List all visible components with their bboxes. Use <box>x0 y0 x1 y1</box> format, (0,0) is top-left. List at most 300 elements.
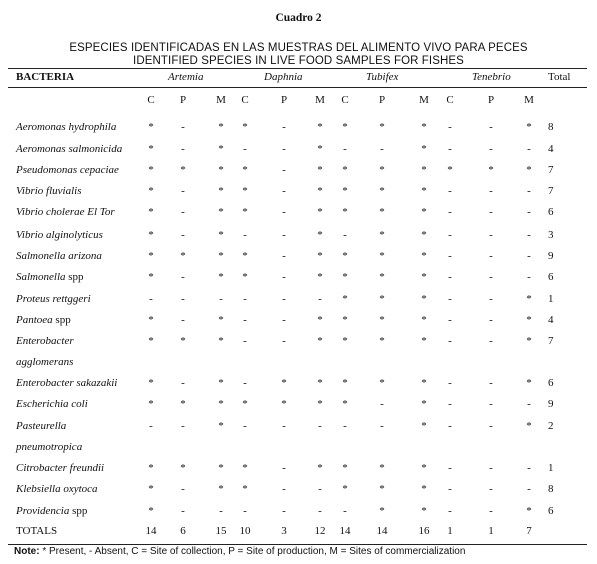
table-cell: * <box>317 377 323 389</box>
table-cell: * <box>421 229 427 241</box>
species-name <box>16 356 73 368</box>
table-caption: Cuadro 2 <box>275 12 322 24</box>
row-total: 2 <box>548 420 554 432</box>
table-cell: - <box>282 121 286 133</box>
table-cell: - <box>282 229 286 241</box>
table-cell: * <box>342 250 348 262</box>
subheader-cell: P <box>280 94 288 106</box>
table-cell: * <box>242 483 248 495</box>
table-cell: - <box>282 462 286 474</box>
table-cell: - <box>282 293 286 305</box>
group-header-tenebrio: Tenebrio <box>472 71 511 83</box>
table-cell: * <box>317 314 323 326</box>
table-cell: * <box>379 229 385 241</box>
species-name <box>16 314 71 326</box>
table-cell: * <box>180 398 186 410</box>
table-title-english: IDENTIFIED SPECIES IN LIVE FOOD SAMPLES FOR FISHES <box>133 55 464 67</box>
species-name <box>16 420 66 432</box>
table-cell: - <box>527 143 531 155</box>
table-cell: - <box>243 314 247 326</box>
table-cell: - <box>527 206 531 218</box>
table-cell: * <box>148 314 154 326</box>
table-cell: * <box>317 164 323 176</box>
table-cell: - <box>181 420 185 432</box>
table-cell: * <box>242 121 248 133</box>
table-cell: - <box>282 206 286 218</box>
table-cell: - <box>282 505 286 517</box>
table-cell: - <box>448 206 452 218</box>
table-cell: - <box>181 121 185 133</box>
table-cell: * <box>218 250 224 262</box>
table-cell: * <box>379 164 385 176</box>
table-cell: - <box>282 271 286 283</box>
table-cell: * <box>421 121 427 133</box>
species-name-text: Vibrio alginolyticus <box>16 229 103 241</box>
table-cell: * <box>379 121 385 133</box>
species-name-text: Pseudomonas cepaciae <box>16 164 119 176</box>
table-cell: - <box>489 505 493 517</box>
row-total: 1 <box>548 462 554 474</box>
table-cell: - <box>380 398 384 410</box>
table-cell: - <box>489 377 493 389</box>
table-bottom-rule <box>8 544 587 545</box>
table-cell: * <box>317 206 323 218</box>
row-total: 7 <box>548 164 554 176</box>
totals-cell: 3 <box>281 525 287 537</box>
row-total: 6 <box>548 206 554 218</box>
row-total: 8 <box>548 121 554 133</box>
table-cell: * <box>148 377 154 389</box>
table-cell: * <box>526 121 532 133</box>
species-name-text: Enterobacter sakazakii <box>16 377 118 389</box>
table-cell: - <box>318 483 322 495</box>
table-cell: * <box>421 314 427 326</box>
note-text: * Present, - Absent, C = Site of collection, P = Site of production, M = Sites of commercialization <box>39 546 466 557</box>
table-cell: * <box>242 164 248 176</box>
row-total: 7 <box>548 185 554 197</box>
species-name <box>16 164 119 176</box>
table-cell: * <box>526 164 532 176</box>
table-cell: * <box>180 335 186 347</box>
note-label: Note: <box>14 546 40 557</box>
table-cell: * <box>379 505 385 517</box>
table-cell: - <box>243 229 247 241</box>
table-cell: * <box>342 377 348 389</box>
table-cell: - <box>448 143 452 155</box>
table-cell: * <box>526 420 532 432</box>
species-name <box>16 206 115 218</box>
table-cell: - <box>318 293 322 305</box>
table-cell: * <box>242 185 248 197</box>
table-cell: * <box>342 398 348 410</box>
totals-cell: 1 <box>488 525 494 537</box>
table-cell: - <box>527 185 531 197</box>
table-cell: - <box>489 398 493 410</box>
table-cell: * <box>526 377 532 389</box>
table-cell: - <box>448 229 452 241</box>
species-name <box>16 398 88 410</box>
table-cell: * <box>526 505 532 517</box>
subheader-cell: M <box>315 94 325 106</box>
table-cell: - <box>181 185 185 197</box>
table-cell: * <box>421 293 427 305</box>
table-cell: - <box>181 293 185 305</box>
table-cell: * <box>317 185 323 197</box>
table-cell: - <box>282 335 286 347</box>
table-cell: * <box>218 121 224 133</box>
species-name <box>16 441 82 453</box>
table-cell: * <box>148 483 154 495</box>
table-cell: * <box>148 121 154 133</box>
table-cell: * <box>317 462 323 474</box>
table-cell: - <box>282 314 286 326</box>
table-cell: * <box>148 185 154 197</box>
table-cell: * <box>218 335 224 347</box>
table-cell: * <box>218 229 224 241</box>
table-cell: - <box>489 314 493 326</box>
table-cell: * <box>218 164 224 176</box>
table-cell: - <box>527 271 531 283</box>
totals-cell: 10 <box>239 525 251 537</box>
species-name <box>16 505 87 517</box>
table-cell: * <box>421 164 427 176</box>
header-bottom-rule <box>8 87 587 88</box>
table-cell: - <box>282 185 286 197</box>
table-cell: * <box>379 314 385 326</box>
table-cell: - <box>282 483 286 495</box>
totals-cell: 16 <box>418 525 430 537</box>
table-cell: * <box>421 462 427 474</box>
table-cell: - <box>489 271 493 283</box>
species-name-text: Pantoea <box>16 314 53 326</box>
table-cell: * <box>379 271 385 283</box>
species-name <box>16 271 84 283</box>
table-cell: - <box>489 121 493 133</box>
totals-cell: 6 <box>180 525 186 537</box>
species-name-text: Citrobacter freundii <box>16 462 105 474</box>
table-cell: - <box>181 483 185 495</box>
table-cell: * <box>317 271 323 283</box>
table-cell: * <box>148 143 154 155</box>
table-cell: - <box>489 293 493 305</box>
subheader-cell: C <box>241 94 249 106</box>
subheader-cell: P <box>487 94 495 106</box>
table-cell: * <box>281 398 287 410</box>
species-name <box>16 121 116 133</box>
species-name-text: Salmonella arizona <box>16 250 102 262</box>
table-cell: * <box>421 505 427 517</box>
table-cell: - <box>448 121 452 133</box>
table-cell: * <box>180 250 186 262</box>
table-cell: - <box>380 420 384 432</box>
species-name <box>16 335 74 347</box>
table-cell: * <box>218 483 224 495</box>
table-cell: - <box>448 185 452 197</box>
table-cell: - <box>527 483 531 495</box>
species-name <box>16 185 82 197</box>
table-cell: - <box>527 250 531 262</box>
table-cell: - <box>181 143 185 155</box>
table-cell: - <box>489 206 493 218</box>
table-cell: * <box>379 185 385 197</box>
table-cell: * <box>180 164 186 176</box>
species-name <box>16 229 103 241</box>
table-cell: * <box>218 206 224 218</box>
table-cell: * <box>242 398 248 410</box>
table-cell: * <box>421 206 427 218</box>
table-cell: * <box>379 293 385 305</box>
row-total: 7 <box>548 335 554 347</box>
total-header: Total <box>548 71 571 83</box>
table-cell: * <box>342 185 348 197</box>
group-header-daphnia: Daphnia <box>264 71 303 83</box>
row-total: 6 <box>548 505 554 517</box>
table-cell: * <box>218 420 224 432</box>
species-name-text: pneumotropica <box>16 441 83 453</box>
table-cell: - <box>181 505 185 517</box>
table-cell: - <box>448 271 452 283</box>
table-cell: - <box>527 398 531 410</box>
table-cell: - <box>181 229 185 241</box>
table-cell: - <box>527 229 531 241</box>
table-cell: * <box>317 398 323 410</box>
table-cell: * <box>447 164 453 176</box>
table-cell: * <box>218 398 224 410</box>
table-cell: - <box>343 420 347 432</box>
table-cell: - <box>448 335 452 347</box>
table-cell: - <box>282 143 286 155</box>
table-cell: * <box>281 377 287 389</box>
table-cell: - <box>343 505 347 517</box>
table-cell: - <box>489 143 493 155</box>
table-cell: - <box>243 293 247 305</box>
table-cell: - <box>448 420 452 432</box>
species-name-text: Aeromonas salmonicida <box>16 143 123 155</box>
table-cell: * <box>379 377 385 389</box>
species-name-text: Salmonella <box>16 271 66 283</box>
row-total: 6 <box>548 271 554 283</box>
subheader-cell: M <box>524 94 534 106</box>
table-cell: - <box>448 505 452 517</box>
table-cell: * <box>148 335 154 347</box>
table-cell: - <box>181 377 185 389</box>
table-cell: * <box>342 335 348 347</box>
table-cell: * <box>242 250 248 262</box>
species-name-text: Escherichia coli <box>16 398 88 410</box>
table-cell: * <box>342 314 348 326</box>
table-cell: - <box>489 335 493 347</box>
table-cell: * <box>148 250 154 262</box>
table-cell: - <box>243 505 247 517</box>
subheader-cell: C <box>341 94 349 106</box>
table-cell: * <box>148 164 154 176</box>
table-cell: * <box>379 462 385 474</box>
table-cell: - <box>448 462 452 474</box>
totals-cell: 15 <box>215 525 227 537</box>
table-cell: - <box>489 250 493 262</box>
table-cell: - <box>318 505 322 517</box>
table-cell: - <box>448 483 452 495</box>
totals-cell: 14 <box>339 525 351 537</box>
table-cell: - <box>489 229 493 241</box>
table-cell: - <box>489 420 493 432</box>
row-total: 8 <box>548 483 554 495</box>
table-cell: * <box>526 335 532 347</box>
table-cell: * <box>218 185 224 197</box>
table-cell: * <box>421 250 427 262</box>
table-note <box>14 546 465 557</box>
totals-cell: 1 <box>447 525 453 537</box>
table-cell: * <box>421 420 427 432</box>
table-cell: - <box>448 314 452 326</box>
table-cell: * <box>317 335 323 347</box>
species-name <box>16 462 104 474</box>
table-cell: - <box>243 335 247 347</box>
table-cell: * <box>218 377 224 389</box>
row-total: 6 <box>548 377 554 389</box>
table-cell: - <box>181 206 185 218</box>
table-cell: * <box>421 185 427 197</box>
table-cell: * <box>379 206 385 218</box>
table-cell: - <box>448 293 452 305</box>
table-cell: * <box>317 143 323 155</box>
row-total: 9 <box>548 398 554 410</box>
table-cell: * <box>317 229 323 241</box>
species-name <box>16 483 98 495</box>
table-cell: * <box>421 377 427 389</box>
table-cell: - <box>282 164 286 176</box>
table-cell: * <box>342 293 348 305</box>
table-cell: - <box>282 250 286 262</box>
table-cell: * <box>218 271 224 283</box>
species-name-suffix: spp <box>69 505 88 517</box>
species-name <box>16 143 122 155</box>
table-cell: * <box>342 164 348 176</box>
table-cell: * <box>526 314 532 326</box>
table-cell: - <box>343 229 347 241</box>
table-cell: * <box>342 483 348 495</box>
header-top-rule <box>8 68 587 69</box>
totals-cell: 14 <box>145 525 157 537</box>
table-cell: - <box>149 293 153 305</box>
table-cell: * <box>148 398 154 410</box>
species-name-suffix: spp <box>52 314 71 326</box>
group-header-tubifex: Tubifex <box>366 71 399 83</box>
table-cell: * <box>218 314 224 326</box>
table-cell: - <box>380 143 384 155</box>
table-cell: * <box>421 335 427 347</box>
table-cell: * <box>421 398 427 410</box>
table-cell: * <box>218 143 224 155</box>
table-cell: * <box>526 293 532 305</box>
table-cell: * <box>379 335 385 347</box>
table-cell: * <box>148 505 154 517</box>
table-cell: * <box>218 462 224 474</box>
row-total: 9 <box>548 250 554 262</box>
table-cell: * <box>242 271 248 283</box>
table-cell: * <box>421 271 427 283</box>
table-cell: - <box>181 271 185 283</box>
subheader-cell: C <box>147 94 155 106</box>
table-cell: * <box>317 250 323 262</box>
table-cell: - <box>448 398 452 410</box>
table-cell: * <box>342 462 348 474</box>
row-total: 3 <box>548 229 554 241</box>
subheader-cell: M <box>216 94 226 106</box>
species-name <box>16 250 102 262</box>
table-cell: * <box>342 271 348 283</box>
table-cell: * <box>317 121 323 133</box>
table-cell: - <box>282 420 286 432</box>
species-name-text: Aeromonas hydrophila <box>16 121 117 133</box>
species-name-text: Vibrio cholerae El Tor <box>16 206 115 218</box>
table-cell: - <box>243 377 247 389</box>
table-cell: - <box>219 505 223 517</box>
table-cell: * <box>342 121 348 133</box>
table-cell: - <box>318 420 322 432</box>
table-cell: - <box>181 314 185 326</box>
group-header-artemia: Artemia <box>168 71 204 83</box>
row-total: 1 <box>548 293 554 305</box>
table-cell: * <box>342 206 348 218</box>
table-cell: * <box>242 206 248 218</box>
table-cell: * <box>148 271 154 283</box>
species-name-text: Enterobacter <box>16 335 74 347</box>
table-cell: - <box>343 143 347 155</box>
table-cell: - <box>219 293 223 305</box>
species-name-text: Vibrio fluvialis <box>16 185 82 197</box>
species-name-text: Providencia <box>16 505 70 517</box>
totals-cell: 14 <box>376 525 388 537</box>
table-cell: - <box>489 462 493 474</box>
row-total: 4 <box>548 314 554 326</box>
table-cell: * <box>148 229 154 241</box>
table-cell: - <box>243 420 247 432</box>
table-cell: - <box>448 377 452 389</box>
table-title-spanish: ESPECIES IDENTIFICADAS EN LAS MUESTRAS DEL ALIMENTO VIVO PARA PECES <box>69 42 528 54</box>
table-cell: * <box>242 462 248 474</box>
species-name-text: agglomerans <box>16 356 74 368</box>
species-name <box>16 377 117 389</box>
species-name-text: Proteus rettggeri <box>16 293 91 305</box>
species-name-text: Pasteurella <box>16 420 67 432</box>
table-cell: * <box>421 483 427 495</box>
subheader-cell: M <box>419 94 429 106</box>
table-cell: - <box>489 185 493 197</box>
table-cell: * <box>488 164 494 176</box>
table-cell: * <box>180 462 186 474</box>
species-name-text: Klebsiella oxytoca <box>16 483 98 495</box>
species-name <box>16 293 91 305</box>
table-cell: - <box>243 143 247 155</box>
totals-label: TOTALS <box>16 525 58 537</box>
table-cell: * <box>148 462 154 474</box>
table-cell: - <box>448 250 452 262</box>
subheader-cell: P <box>179 94 187 106</box>
subheader-cell: P <box>378 94 386 106</box>
table-cell: - <box>527 462 531 474</box>
table-cell: - <box>149 420 153 432</box>
table-cell: - <box>489 483 493 495</box>
table-cell: * <box>379 250 385 262</box>
species-name-suffix: spp <box>65 271 84 283</box>
totals-cell: 7 <box>526 525 532 537</box>
table-cell: * <box>379 483 385 495</box>
row-total: 4 <box>548 143 554 155</box>
table-cell: * <box>421 143 427 155</box>
bacteria-header: BACTERIA <box>16 71 75 83</box>
table-cell: * <box>148 206 154 218</box>
